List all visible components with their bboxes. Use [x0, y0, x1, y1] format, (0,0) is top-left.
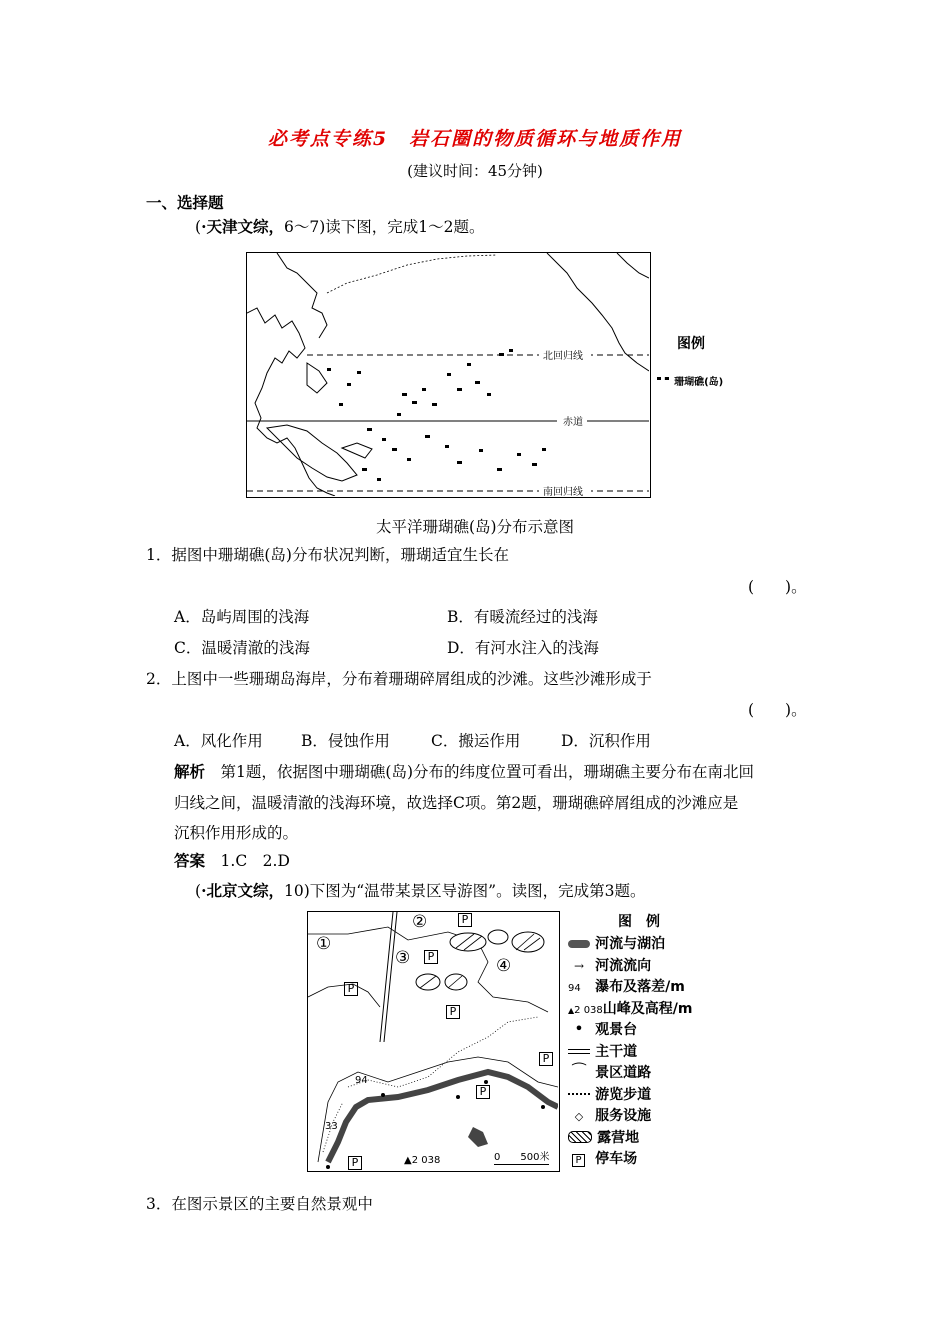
group2-source: [195, 879, 645, 901]
legend-river-lake: [568, 933, 718, 955]
scale-bar: 0 500米: [494, 1148, 549, 1165]
analysis-text1: 第1题，依据图中珊瑚礁(岛)分布的纬度位置可看出，珊瑚礁主要分布在南北回: [220, 763, 754, 781]
arrow-right-icon: →: [573, 958, 585, 973]
spot-1: ①: [316, 934, 332, 954]
fall-33-label: 33: [325, 1121, 338, 1132]
group1-source-rest: 6～7)读下图，完成1～2题。: [283, 218, 485, 236]
legend-peak: [568, 998, 718, 1020]
coral-icon: [657, 377, 669, 385]
legend-viewpoint: [568, 1019, 718, 1041]
legend-label-2: 瀑布及落差/m: [595, 979, 685, 995]
legend-label-6: 景区道路: [595, 1065, 652, 1081]
legend-label-5: 主干道: [595, 1043, 638, 1060]
spot-2: ②: [412, 912, 428, 932]
group1-source-bold: ·天津文综，: [201, 217, 284, 236]
scenic-area-map: [307, 911, 560, 1172]
answer-text: 1.C 2.D: [220, 852, 290, 870]
parking-icon: P: [572, 1154, 585, 1167]
map2-legend-title: 图 例: [618, 914, 660, 930]
legend-label-0: 河流与湖泊: [595, 936, 666, 952]
answer-label: 答案: [174, 851, 206, 870]
section-heading: 一、选择题: [146, 193, 224, 212]
legend-parking: [568, 1148, 718, 1170]
legend-peak-value: 2 038: [574, 1004, 603, 1016]
legend-label-7: 游览步道: [595, 1086, 652, 1103]
label-equator: 赤道: [563, 417, 583, 428]
dot-icon: •: [574, 1019, 584, 1038]
pacific-coral-map: [246, 252, 651, 498]
label-north-tropic: 北回归线: [543, 351, 583, 362]
legend-label-9: 露营地: [597, 1129, 640, 1146]
parking-2: P: [424, 950, 438, 964]
group2-source-rest: 10)下图为“温带某景区导游图”。读图，完成第3题。: [283, 882, 646, 900]
waterfall-icon: 94: [568, 983, 581, 994]
parking-6: P: [476, 1085, 490, 1099]
parking-3: P: [344, 982, 358, 996]
legend-river-direction: [568, 955, 718, 977]
parking-7: P: [348, 1156, 362, 1170]
analysis-line2: 归线之间，温暖清澈的浅海环境，故选择C项。第2题，珊瑚礁碎屑组成的沙滩应是: [174, 794, 739, 812]
q2-option-c: C．搬运作用: [431, 732, 521, 750]
analysis-line1: [174, 760, 754, 782]
river-lake-icon: [568, 940, 590, 948]
double-line-icon: [568, 1049, 590, 1054]
camp-hatch-icon: [568, 1131, 592, 1143]
page-title: 必考点专练5 岩石圈的物质循环与地质作用: [267, 128, 683, 150]
q1-option-d: D．有河水注入的浅海: [447, 639, 599, 657]
parking-4: P: [446, 1005, 460, 1019]
legend-label-3: 山峰及高程/m: [602, 1000, 693, 1017]
map1-caption: 太平洋珊瑚礁(岛)分布示意图: [375, 518, 575, 536]
analysis-label: 解析: [174, 762, 206, 781]
group2-source-prefix: (: [195, 882, 202, 900]
legend-label-8: 服务设施: [595, 1108, 652, 1124]
parking-1: P: [458, 913, 472, 927]
legend-waterfall: [568, 976, 718, 998]
fall-94-label: 94: [355, 1075, 368, 1086]
map1-legend-title: 图例: [677, 336, 705, 352]
legend-scenic-road: [568, 1062, 718, 1084]
parking-5: P: [539, 1052, 553, 1066]
legend-camp: [568, 1127, 718, 1149]
label-south-tropic: 南回归线: [543, 487, 583, 496]
legend-trail: [568, 1084, 718, 1106]
spot-3: ③: [395, 948, 411, 968]
q2-option-b: B．侵蚀作用: [301, 732, 390, 750]
pacific-map-graphic: [247, 253, 649, 496]
map1-legend-item: [657, 370, 723, 389]
spot-4: ④: [496, 956, 512, 976]
legend-service: [568, 1105, 718, 1127]
q2-option-a: A．风化作用: [174, 732, 263, 750]
q2-stem: 2．上图中一些珊瑚岛海岸，分布着珊瑚碎屑组成的沙滩。这些沙滩形成于: [146, 670, 652, 688]
map2-legend: [568, 911, 718, 1170]
answer-line: [174, 849, 290, 871]
map1-legend-label: 珊瑚礁(岛): [674, 377, 724, 388]
q1-option-a: A．岛屿周围的浅海: [174, 608, 310, 626]
q1-bracket: ( )。: [748, 578, 807, 596]
q1-option-b: B．有暖流经过的浅海: [447, 608, 598, 626]
peak-label: ▲2 038: [404, 1155, 441, 1166]
time-note: (建议时间：45分钟): [407, 162, 543, 180]
legend-label-10: 停车场: [595, 1151, 638, 1167]
legend-main-road: [568, 1041, 718, 1063]
q2-bracket: ( )。: [748, 701, 807, 719]
group1-source: [195, 215, 484, 237]
q1-option-c: C．温暖清澈的浅海: [174, 639, 310, 657]
q2-option-d: D．沉积作用: [561, 732, 651, 750]
curve-line-icon: ⁀: [572, 1062, 586, 1081]
legend-label-1: 河流流向: [595, 957, 652, 974]
peak-icon: ▲: [568, 1005, 575, 1015]
q3-stem: 3．在图示景区的主要自然景观中: [146, 1195, 373, 1213]
legend-label-4: 观景台: [595, 1022, 638, 1038]
analysis-line3: 沉积作用形成的。: [174, 824, 299, 842]
diamond-icon: ◇: [574, 1110, 584, 1123]
group1-source-prefix: (: [195, 218, 202, 236]
dotted-line-icon: [568, 1093, 590, 1095]
q1-stem: 1．据图中珊瑚礁(岛)分布状况判断，珊瑚适宜生长在: [146, 546, 509, 564]
group2-source-bold: ·北京文综，: [201, 881, 284, 900]
